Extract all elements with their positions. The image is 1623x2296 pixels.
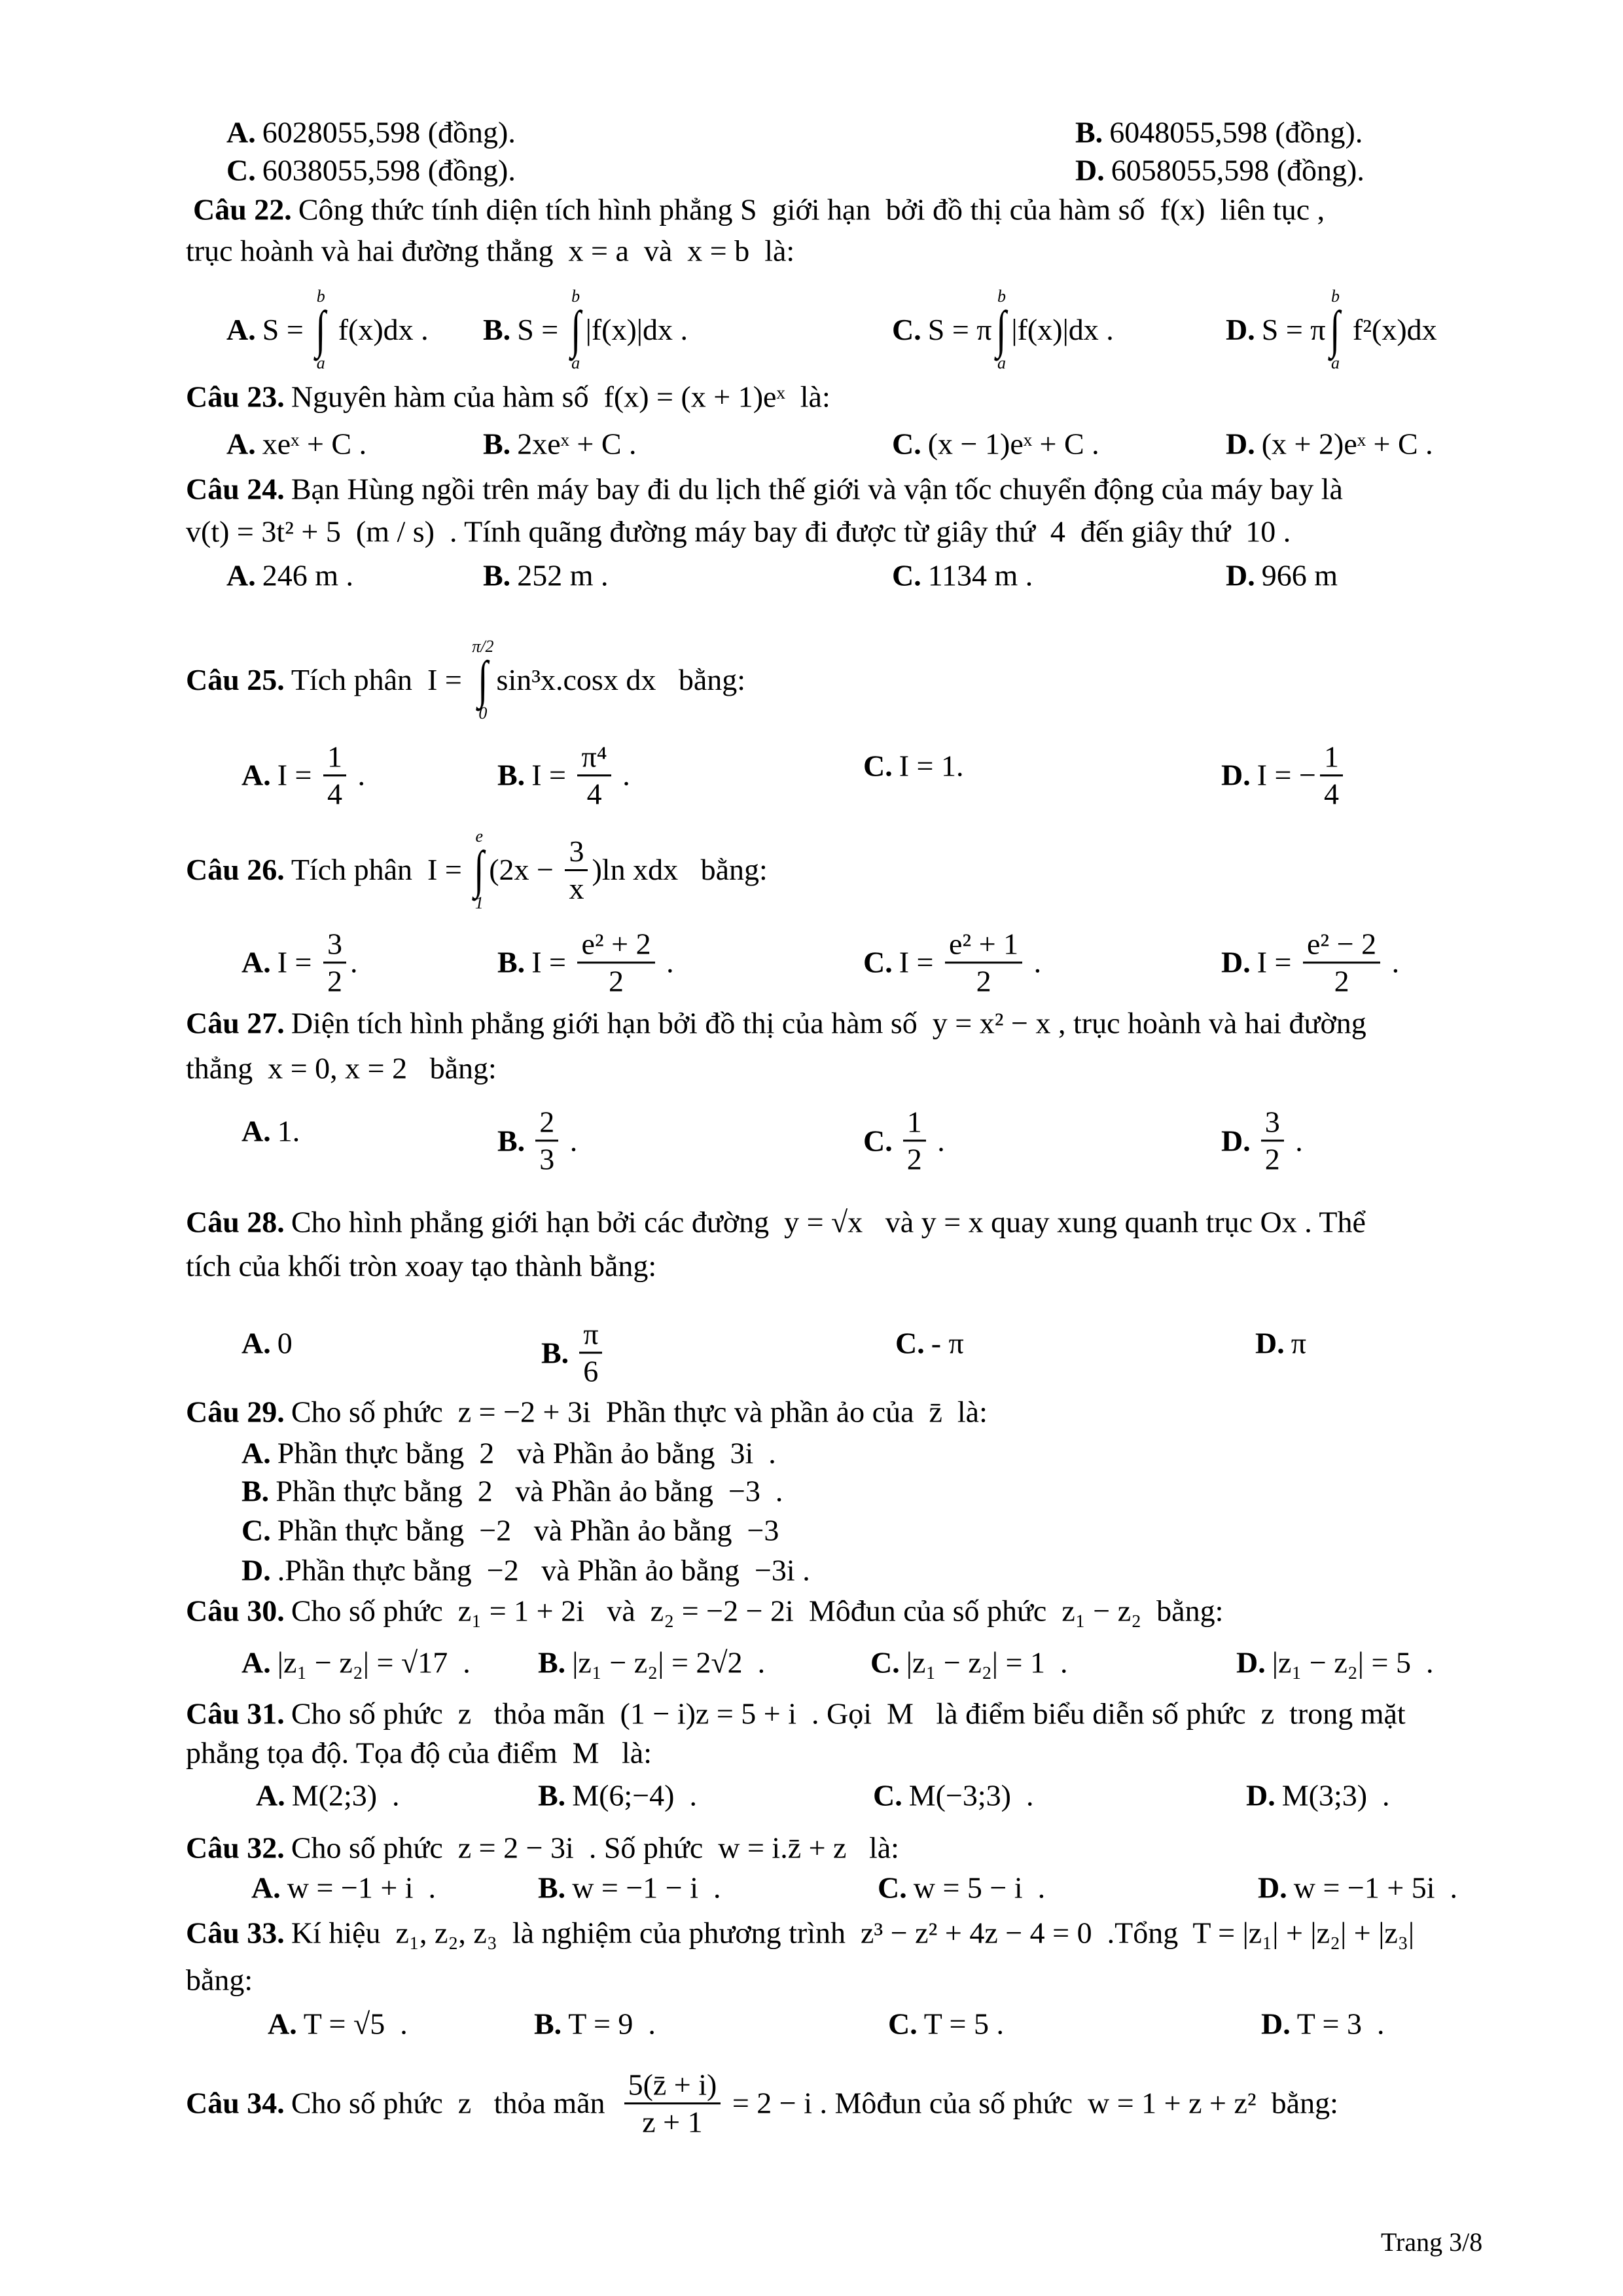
fraction: [323, 739, 346, 810]
answer-option-b[interactable]: [497, 1107, 577, 1175]
fraction: [323, 926, 346, 997]
answer-option-a[interactable]: [241, 926, 358, 997]
fraction: [579, 1319, 602, 1387]
fraction-denominator: 2: [609, 963, 624, 997]
question-number: Câu 23.: [186, 380, 285, 414]
option-label: A.: [251, 1871, 281, 1905]
answer-option-a[interactable]: [241, 739, 365, 810]
option-label: D.: [1221, 945, 1251, 979]
answer-option-d[interactable]: [1226, 288, 1437, 372]
integral-upper-limit: b: [997, 287, 1006, 306]
option-label: C.: [226, 153, 256, 187]
math-text: I =: [1257, 945, 1299, 979]
option-label: C.: [870, 1645, 900, 1679]
question-stem: [186, 638, 745, 722]
integral-expression: [994, 288, 1008, 372]
math-text: Cho hình phẳng giới hạn bởi các đường y = √x và y = x quay xung quanh trục Ox . Thể: [291, 1205, 1366, 1239]
integral-expression: [569, 288, 583, 372]
question-number: Câu 28.: [186, 1205, 285, 1239]
math-text: I =: [899, 945, 941, 979]
question-stem-continuation: [186, 1251, 656, 1281]
question-number: Câu 33.: [186, 1916, 285, 1950]
integral-sign-icon: ∫: [315, 301, 326, 359]
option-label: A.: [241, 1436, 271, 1470]
fraction-denominator: 2: [1264, 1142, 1280, 1176]
option-label: B.: [241, 1474, 270, 1508]
fraction-numerator: π: [579, 1319, 602, 1354]
integral-lower-limit: a: [316, 353, 325, 373]
option-label: D.: [1226, 558, 1255, 592]
fraction-numerator: e² − 2: [1303, 929, 1380, 963]
fraction-denominator: 4: [327, 776, 342, 810]
math-text: .: [350, 758, 365, 792]
fraction-denominator: 2: [1334, 963, 1349, 997]
option-label: A.: [241, 1114, 271, 1148]
math-text: T = 5 .: [923, 2007, 1004, 2041]
answer-option-b[interactable]: [497, 739, 630, 810]
math-text: .: [1026, 945, 1042, 979]
math-text: S = π: [927, 313, 992, 347]
answer-option-d[interactable]: [1221, 926, 1400, 997]
option-label: B.: [538, 1871, 566, 1905]
option-label: A.: [226, 115, 256, 149]
fraction: [535, 1107, 558, 1175]
math-text: Bạn Hùng ngồi trên máy bay đi du lịch thế giới và vận tốc chuyển động của máy bay là: [291, 472, 1343, 506]
answer-option-b[interactable]: [483, 429, 637, 459]
page-number: Trang 3/8: [1381, 2227, 1483, 2257]
answer-option-b[interactable]: [541, 1319, 606, 1387]
question-stem: [186, 2070, 1338, 2137]
math-text: .: [929, 1124, 945, 1158]
math-text: .: [350, 945, 358, 979]
math-text: S =: [262, 313, 312, 347]
integral-expression: [313, 288, 328, 372]
question-stem-continuation: [186, 236, 794, 266]
math-text: xeˣ + C .: [262, 427, 367, 461]
answer-option-a[interactable]: [226, 288, 429, 372]
answer-option-c[interactable]: [870, 1647, 1067, 1677]
math-text: w = −1 + 5i .: [1293, 1871, 1458, 1905]
option-label: D.: [1246, 1778, 1275, 1812]
math-text: Cho số phức z thỏa mãn: [291, 2086, 620, 2120]
answer-option-a[interactable]: [226, 558, 354, 592]
question-stem-continuation: [186, 1738, 652, 1768]
math-text: 252 m .: [517, 558, 609, 592]
fraction-denominator: 2: [976, 963, 991, 997]
integral-upper-limit: b: [1330, 287, 1340, 306]
math-text: T = 3 .: [1296, 2007, 1385, 2041]
fraction-denominator: 4: [1323, 776, 1339, 810]
option-label: C.: [892, 313, 921, 347]
math-text: sin³x.cosx dx bằng:: [496, 662, 746, 696]
option-label: C.: [888, 2007, 918, 2041]
integral-lower-limit: 0: [478, 703, 488, 723]
math-text: π: [1291, 1326, 1306, 1360]
question-stem: [186, 1833, 899, 1863]
fraction-denominator: 6: [583, 1354, 599, 1388]
option-label: D.: [241, 1553, 271, 1587]
answer-option-c[interactable]: [863, 751, 964, 781]
answer-option-c[interactable]: [892, 429, 1099, 459]
option-label: C.: [895, 1326, 925, 1360]
answer-option-d[interactable]: [1258, 1873, 1457, 1903]
answer-option-d[interactable]: [1246, 1780, 1390, 1810]
integral-upper-limit: e: [475, 827, 484, 846]
math-text: I = −: [1257, 758, 1316, 792]
option-label: D.: [1261, 2007, 1291, 2041]
fraction-numerator: 1: [323, 742, 346, 776]
question-stem: [186, 1008, 1366, 1038]
option-label: A.: [241, 945, 271, 979]
question-stem-continuation: [186, 1965, 253, 1995]
math-text: S =: [517, 313, 566, 347]
math-text: .: [562, 1124, 578, 1158]
math-text: M(−3;3) .: [908, 1778, 1034, 1812]
integral-upper-limit: π/2: [472, 636, 494, 656]
option-label: A.: [268, 2007, 297, 2041]
math-text: I =: [531, 758, 574, 792]
integral-expression: [472, 828, 486, 912]
math-text: Kí hiệu z₁, z₂, z₃ là nghiệm của phương trình z³ − z² + 4z − 4 = 0 .Tổng T = |z₁| + |z₂| + |z₃|: [291, 1916, 1415, 1950]
math-text: v(t) = 3t² + 5 (m / s) . Tính quãng đường máy bay đi được từ giây thứ 4 đến giây thứ 10 .: [186, 514, 1291, 548]
answer-option-a[interactable]: [226, 429, 366, 459]
option-label: B.: [497, 758, 526, 792]
fraction-denominator: 4: [586, 776, 602, 810]
fraction: [577, 926, 654, 997]
answer-option-a[interactable]: [241, 1114, 300, 1148]
math-text: |z₁ − z₂| = 2√2 .: [572, 1645, 766, 1679]
math-text: 966 m: [1261, 558, 1338, 592]
math-text: Phần thực bằng −2 và Phần ảo bằng −3: [277, 1513, 779, 1547]
fraction-numerator: π⁴: [577, 742, 611, 776]
fraction: [1261, 1107, 1284, 1175]
integral-sign-icon: ∫: [1330, 301, 1341, 359]
fraction-denominator: z + 1: [642, 2105, 703, 2139]
answer-option-c[interactable]: [863, 1107, 945, 1175]
option-label: C.: [863, 1124, 893, 1158]
answer-option-d[interactable]: [1261, 2009, 1384, 2039]
answer-option-b[interactable]: [538, 1873, 721, 1903]
integral-lower-limit: a: [1330, 353, 1340, 373]
answer-option-a[interactable]: [226, 117, 516, 147]
math-text: .: [658, 945, 674, 979]
integral-upper-limit: b: [316, 287, 325, 306]
option-label: D.: [1226, 427, 1255, 461]
fraction: [624, 2070, 721, 2137]
answer-option-a[interactable]: [251, 1873, 436, 1903]
answer-option-b[interactable]: [1075, 117, 1363, 147]
math-text: I =: [531, 945, 574, 979]
option-label: A.: [226, 313, 256, 347]
option-label: A.: [256, 1778, 285, 1812]
math-text: phẳng tọa độ. Tọa độ của điểm M là:: [186, 1736, 652, 1770]
question-stem: [193, 192, 1325, 226]
integral-lower-limit: 1: [474, 893, 484, 913]
math-text: )ln xdx bằng:: [592, 853, 768, 887]
integral-lower-limit: a: [571, 353, 580, 373]
answer-option-b[interactable]: [534, 2009, 656, 2039]
math-text: (x − 1)eˣ + C .: [927, 427, 1099, 461]
fraction-numerator: 3: [565, 836, 588, 871]
option-label: B.: [483, 558, 511, 592]
fraction-numerator: 3: [1261, 1107, 1284, 1142]
math-text: .Phần thực bằng −2 và Phần ảo bằng −3i .: [277, 1553, 810, 1587]
fraction: [903, 1107, 926, 1175]
integral-sign-icon: ∫: [996, 301, 1007, 359]
math-text: (2x −: [489, 853, 562, 887]
option-label: A.: [241, 758, 271, 792]
math-text: trục hoành và hai đường thẳng x = a và x = b là:: [186, 234, 795, 268]
math-text: I =: [277, 945, 319, 979]
option-label: A.: [241, 1326, 271, 1360]
option-label: C.: [892, 427, 921, 461]
math-text: Công thức tính diện tích hình phẳng S giới hạn bởi đồ thị của hàm số f(x) liên tục ,: [298, 192, 1325, 226]
question-stem: [186, 1207, 1366, 1237]
option-label: C.: [241, 1513, 271, 1547]
option-label: D.: [1221, 1124, 1251, 1158]
fraction-denominator: x: [569, 871, 584, 905]
math-text: w = −1 + i .: [287, 1871, 437, 1905]
math-text: Tích phân I =: [291, 662, 470, 696]
option-label: D.: [1226, 313, 1255, 347]
math-text: w = −1 − i .: [572, 1871, 721, 1905]
math-text: bằng:: [186, 1963, 253, 1997]
math-text: T = √5 .: [303, 2007, 408, 2041]
option-label: B.: [534, 2007, 562, 2041]
fraction-numerator: 5(z̄ + i): [624, 2070, 721, 2104]
option-label: C.: [892, 558, 921, 592]
fraction: [1303, 926, 1380, 997]
answer-option-c[interactable]: [226, 155, 516, 185]
math-text: Cho số phức z = 2 − 3i . Số phức w = i.z̄ + z là:: [291, 1831, 899, 1865]
answer-option-c[interactable]: [888, 2009, 1004, 2039]
math-text: Tích phân I =: [291, 853, 470, 887]
question-number: Câu 31.: [186, 1696, 285, 1731]
question-stem: [186, 828, 768, 912]
question-number: Câu 30.: [186, 1594, 285, 1628]
math-text: |z₁ − z₂| = 1 .: [906, 1645, 1068, 1679]
integral-sign-icon: ∫: [474, 841, 484, 899]
math-text: Diện tích hình phẳng giới hạn bởi đồ thị của hàm số y = x² − x , trục hoành và hai đường: [291, 1006, 1366, 1040]
answer-option-d[interactable]: [1226, 429, 1433, 459]
answer-option-c[interactable]: [895, 1326, 964, 1360]
question-stem: [186, 1918, 1414, 1948]
option-label: B.: [538, 1778, 566, 1812]
option-label: B.: [483, 313, 511, 347]
option-label: C.: [863, 749, 893, 783]
math-text: 6028055,598 (đồng).: [262, 115, 516, 149]
integral-expression: [472, 638, 493, 722]
question-stem-continuation: [186, 1051, 497, 1085]
math-text: Cho số phức z = −2 + 3i Phần thực và phần ảo của z̄ là:: [291, 1395, 988, 1429]
answer-option-d[interactable]: [1075, 155, 1364, 185]
fraction: [1320, 739, 1343, 810]
option-label: D.: [1075, 153, 1105, 187]
fraction-numerator: 1: [1320, 742, 1343, 776]
question-number: Câu 22.: [193, 192, 292, 226]
option-label: D.: [1258, 1871, 1287, 1905]
fraction: [945, 926, 1022, 997]
option-label: D.: [1255, 1326, 1285, 1360]
option-label: B.: [497, 1124, 526, 1158]
option-label: A.: [241, 1645, 271, 1679]
option-label: A.: [226, 427, 256, 461]
answer-option-a[interactable]: [241, 1436, 776, 1470]
answer-option-c[interactable]: [873, 1780, 1034, 1810]
question-stem: [186, 382, 830, 412]
option-label: B.: [538, 1645, 566, 1679]
answer-option-c[interactable]: [892, 558, 1033, 592]
option-label: C.: [873, 1778, 902, 1812]
answer-option-a[interactable]: [256, 1780, 400, 1810]
option-label: C.: [863, 945, 893, 979]
math-text: T = 9 .: [568, 2007, 656, 2041]
question-stem: [186, 1596, 1223, 1626]
integral-sign-icon: ∫: [571, 301, 581, 359]
math-text: f(x)dx .: [330, 313, 429, 347]
answer-option-d[interactable]: [1221, 1107, 1303, 1175]
option-label: B.: [483, 427, 511, 461]
option-label: C.: [878, 1871, 907, 1905]
math-text: 1.: [277, 1114, 300, 1148]
answer-option-b[interactable]: [538, 1780, 697, 1810]
math-text: |f(x)|dx .: [1011, 313, 1114, 347]
option-label: B.: [1075, 115, 1103, 149]
answer-option-b[interactable]: [483, 288, 688, 372]
integral-expression: [1328, 288, 1342, 372]
math-text: Nguyên hàm của hàm số f(x) = (x + 1)eˣ là:: [291, 380, 830, 414]
math-text: M(2;3) .: [291, 1778, 400, 1812]
question-stem: [186, 472, 1343, 506]
math-text: |z₁ − z₂| = 5 .: [1272, 1645, 1434, 1679]
option-label: B.: [497, 945, 526, 979]
math-text: I =: [277, 758, 319, 792]
answer-option-a[interactable]: [268, 2009, 408, 2039]
option-label: D.: [1236, 1645, 1266, 1679]
math-text: Phần thực bằng 2 và Phần ảo bằng 3i .: [277, 1436, 776, 1470]
answer-option-b[interactable]: [241, 1474, 783, 1508]
math-text: - π: [931, 1326, 964, 1360]
answer-option-d[interactable]: [1226, 558, 1338, 592]
math-text: 6058055,598 (đồng).: [1111, 153, 1364, 187]
fraction-numerator: e² + 1: [945, 929, 1022, 963]
math-text: |z₁ − z₂| = √17 .: [277, 1645, 471, 1679]
fraction-denominator: 3: [539, 1142, 555, 1176]
math-text: 2xeˣ + C .: [517, 427, 637, 461]
integral-upper-limit: b: [571, 287, 580, 306]
fraction: [577, 739, 611, 810]
question-number: Câu 32.: [186, 1831, 285, 1865]
fraction: [565, 836, 588, 904]
math-text: I = 1.: [899, 749, 964, 783]
question-number: Câu 29.: [186, 1395, 285, 1429]
math-text: M(6;−4) .: [572, 1778, 697, 1812]
fraction-numerator: e² + 2: [577, 929, 654, 963]
math-text: S = π: [1261, 313, 1326, 347]
answer-option-a[interactable]: [241, 1326, 293, 1360]
fraction-denominator: 2: [906, 1142, 922, 1176]
question-number: Câu 25.: [186, 662, 285, 696]
answer-option-d[interactable]: [1236, 1647, 1433, 1677]
math-text: 0: [277, 1326, 293, 1360]
question-number: Câu 26.: [186, 853, 285, 887]
math-text: thẳng x = 0, x = 2 bằng:: [186, 1051, 497, 1085]
question-stem: [186, 1698, 1406, 1729]
answer-option-c[interactable]: [863, 926, 1042, 997]
question-stem-continuation: [186, 516, 1291, 547]
option-label: D.: [1221, 758, 1251, 792]
question-stem: [186, 1397, 988, 1427]
fraction-numerator: 2: [535, 1107, 558, 1142]
answer-option-b[interactable]: [538, 1647, 765, 1677]
fraction-denominator: 2: [327, 963, 342, 997]
math-text: Phần thực bằng 2 và Phần ảo bằng −3 .: [276, 1474, 783, 1508]
math-text: 6038055,598 (đồng).: [262, 153, 516, 187]
option-label: A.: [226, 558, 256, 592]
answer-option-c[interactable]: [241, 1513, 779, 1547]
question-number: Câu 24.: [186, 472, 285, 506]
math-text: 6048055,598 (đồng).: [1109, 115, 1363, 149]
math-text: .: [1287, 1124, 1303, 1158]
math-text: 1134 m .: [927, 558, 1033, 592]
math-text: (x + 2)eˣ + C .: [1261, 427, 1433, 461]
answer-option-d[interactable]: [1255, 1326, 1306, 1360]
question-number: Câu 27.: [186, 1006, 285, 1040]
math-text: tích của khối tròn xoay tạo thành bằng:: [186, 1249, 657, 1283]
math-text: f²(x)dx: [1345, 313, 1437, 347]
answer-option-b[interactable]: [497, 926, 674, 997]
fraction-numerator: 1: [903, 1107, 926, 1142]
question-number: Câu 34.: [186, 2086, 285, 2120]
answer-option-d[interactable]: [1221, 739, 1347, 810]
math-text: |f(x)|dx .: [585, 313, 688, 347]
fraction-numerator: 3: [323, 929, 346, 963]
option-label: B.: [541, 1336, 569, 1370]
answer-option-b[interactable]: [483, 558, 609, 592]
math-text: w = 5 − i .: [913, 1871, 1046, 1905]
math-text: Cho số phức z thỏa mãn (1 − i)z = 5 + i . Gọi M là điểm biểu diễn số phức z trong mặt: [291, 1696, 1406, 1731]
answer-option-c[interactable]: [892, 288, 1114, 372]
integral-lower-limit: a: [997, 353, 1006, 373]
math-text: Cho số phức z₁ = 1 + 2i và z₂ = −2 − 2i Môđun của số phức z₁ − z₂ bằng:: [291, 1594, 1224, 1628]
math-text: 246 m .: [262, 558, 354, 592]
answer-option-c[interactable]: [878, 1873, 1045, 1903]
answer-option-d[interactable]: [241, 1555, 810, 1585]
math-text: .: [1384, 945, 1400, 979]
integral-sign-icon: ∫: [478, 651, 488, 709]
answer-option-a[interactable]: [241, 1647, 471, 1677]
math-text: M(3;3) .: [1281, 1778, 1390, 1812]
math-text: = 2 − i . Môđun của số phức w = 1 + z + z² bằng:: [724, 2086, 1338, 2120]
math-text: .: [615, 758, 630, 792]
